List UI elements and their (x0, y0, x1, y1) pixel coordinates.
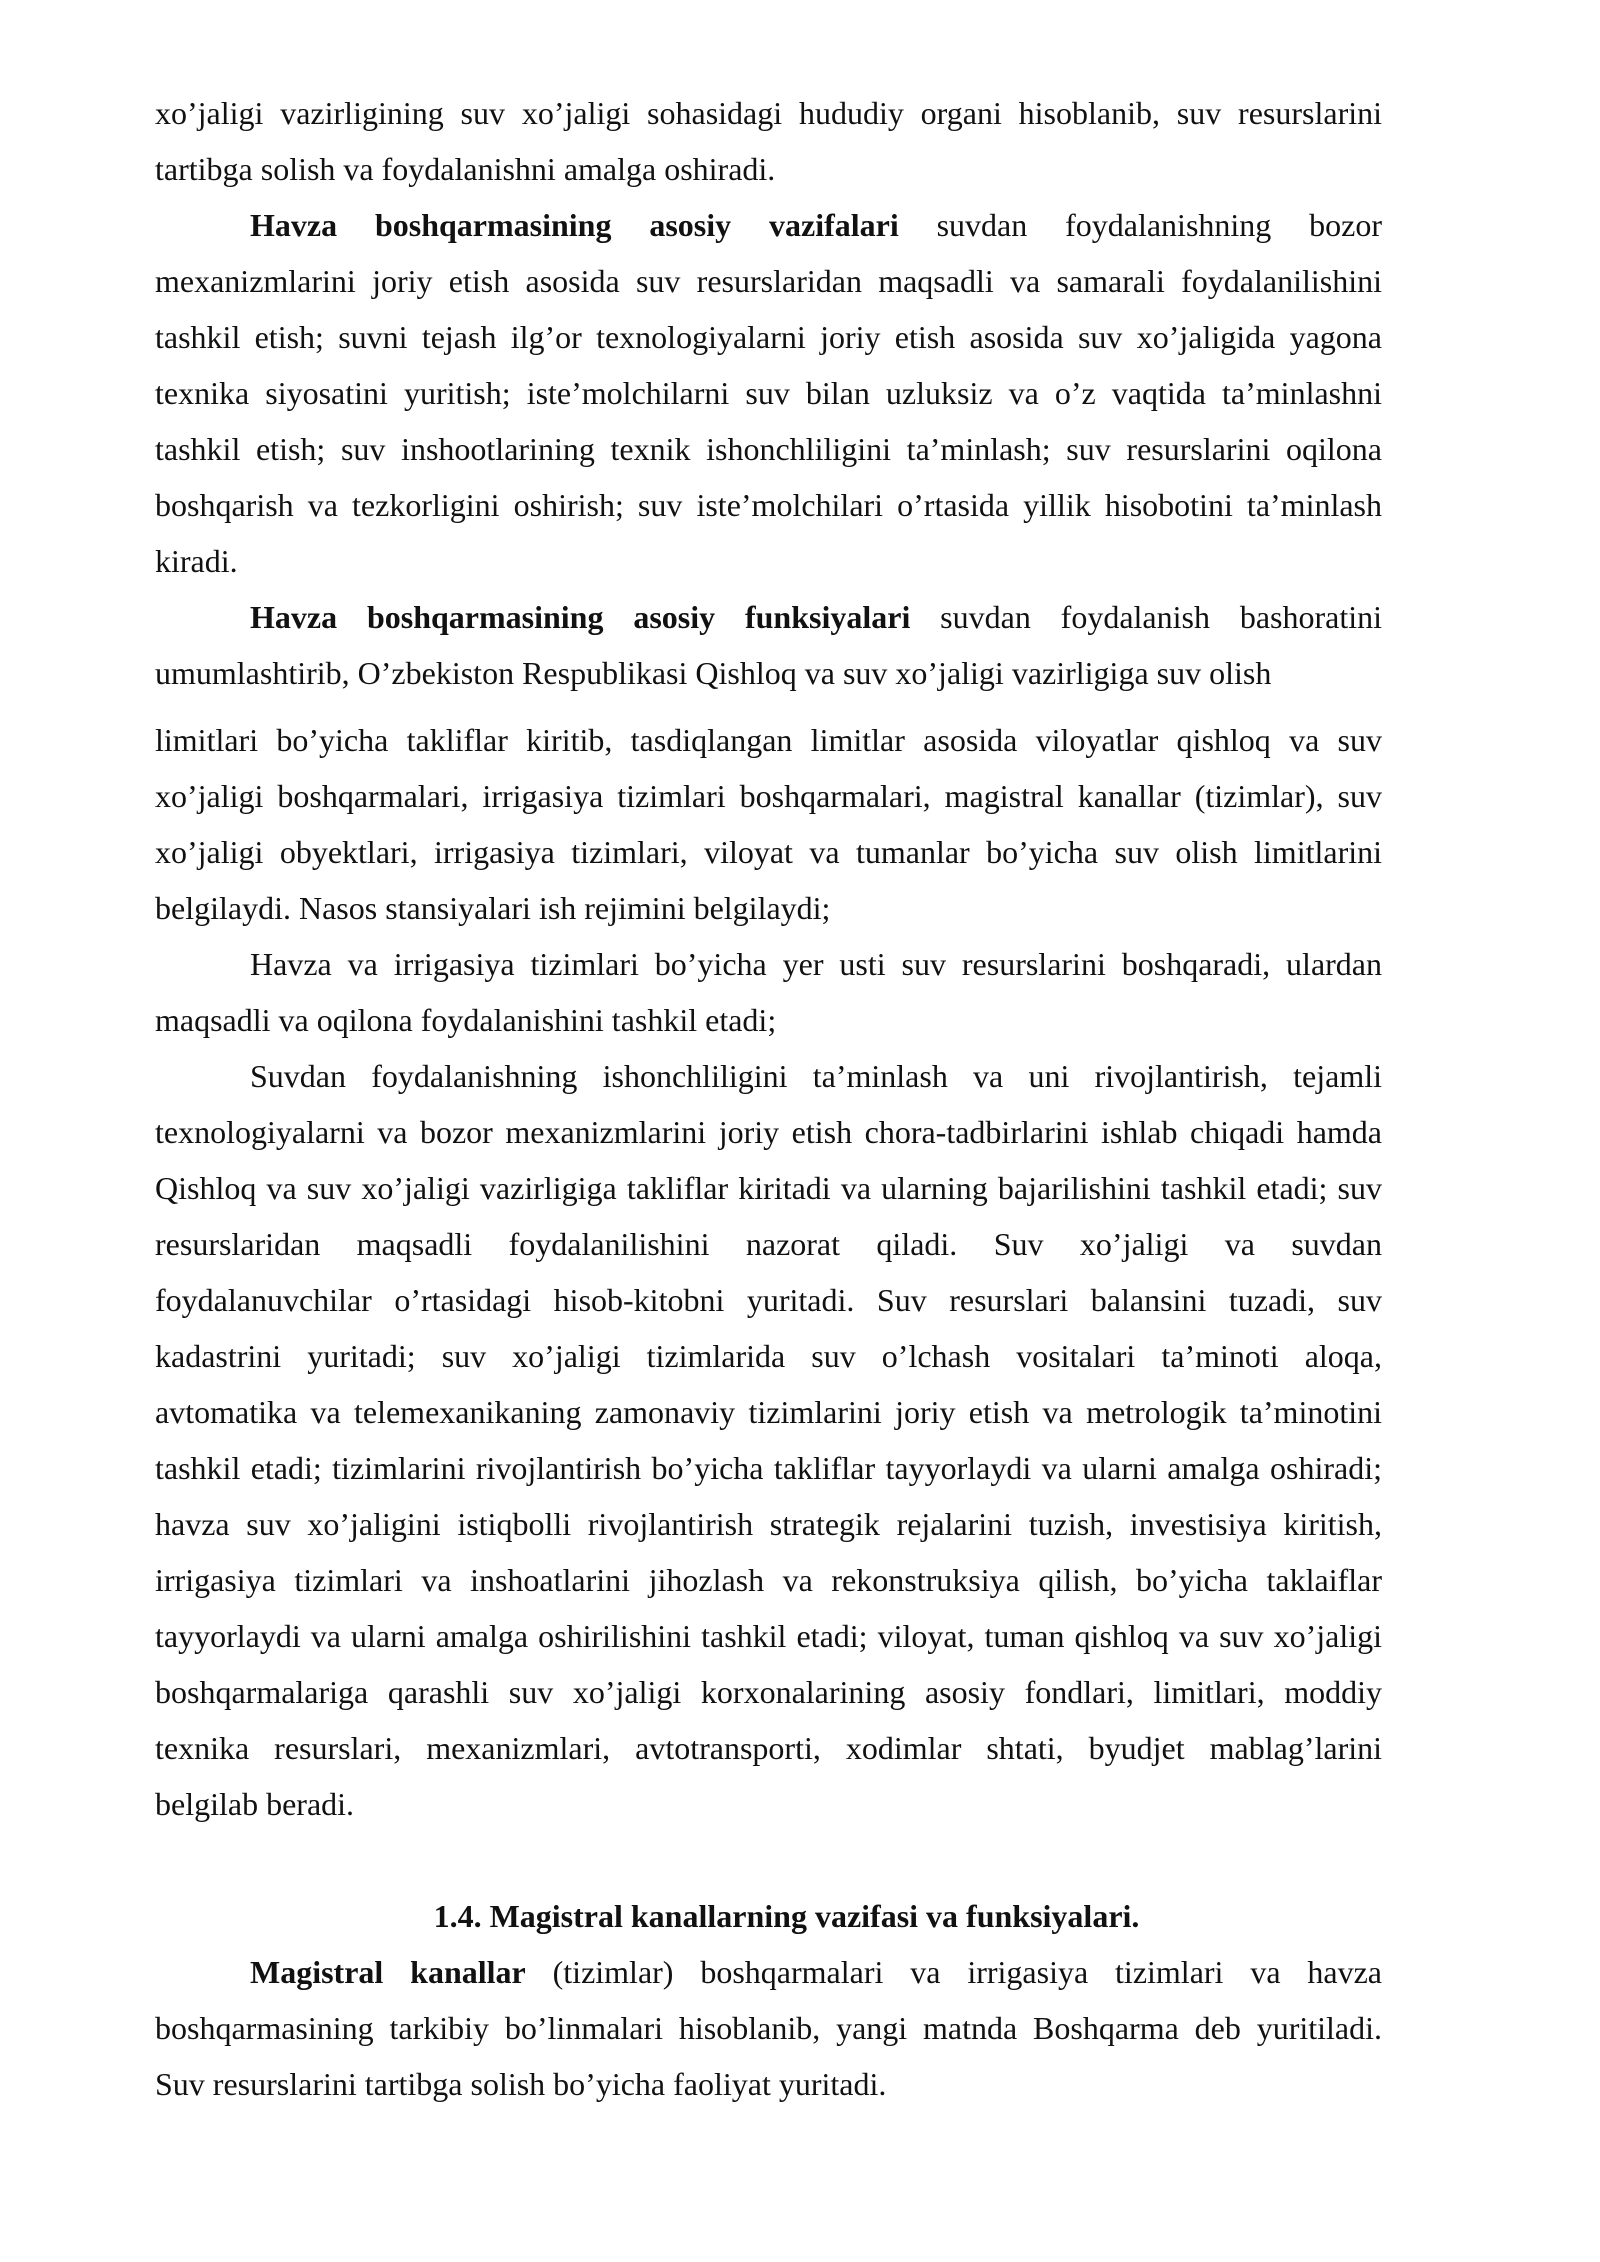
text-line: kiradi. (155, 543, 238, 579)
text-line: resurslaridan maqsadli foydalanilishini nazorat qiladi. Suv xo’jaligi va suvdan (155, 1226, 1382, 1262)
text-line: tashkil etish; suv inshootlarining texnik ishonchliligini ta’minlash; suv resurslarini oqilona (155, 431, 1382, 467)
paragraph (155, 712, 1382, 936)
text-line: irrigasiya tizimlari va inshoatlarini jihozlash va rekonstruksiya qilish, bo’yicha taklaiflar (155, 1562, 1382, 1598)
text-line: foydalanuvchilar o’rtasidagi hisob-kitobni yuritadi. Suv resurslari balansini tuzadi, suv (155, 1282, 1382, 1318)
text-line: xo’jaligi vazirligining suv xo’jaligi sohasidagi hududiy organi hisoblanib, suv resurslarini (155, 95, 1382, 131)
bold-lead: Havza boshqarmasining asosiy funksiyalari (250, 599, 911, 635)
text-line: xo’jaligi obyektlari, irrigasiya tizimlari, viloyat va tumanlar bo’yicha suv olish limitlarini (155, 834, 1382, 870)
text-line: tartibga solish va foydalanishni amalga oshiradi. (155, 151, 776, 187)
text-line: avtomatika va telemexanikaning zamonaviy tizimlarini joriy etish va metrologik ta’minotini (155, 1394, 1382, 1430)
paragraph-funksiyalari (155, 589, 1382, 701)
text-line: boshqarmasining tarkibiy bo’linmalari hisoblanib, yangi matnda Boshqarma deb yuritiladi. (155, 2010, 1382, 2046)
text-line: xo’jaligi boshqarmalari, irrigasiya tizimlari boshqarmalari, magistral kanallar (tizimlar), suv (155, 778, 1382, 814)
text-run: (tizimlar) boshqarmalari va irrigasiya tizimlari va havza (552, 1954, 1383, 1990)
text-line: umumlashtirib, O’zbekiston Respublikasi Qishloq va suv xo’jaligi vazirligiga suv olish (155, 655, 1272, 691)
text-line: tashkil etadi; tizimlarini rivojlantirish bo’yicha takliflar tayyorlaydi va ularni amalga oshiradi; (155, 1450, 1382, 1486)
text-line: texnika siyosatini yuritish; iste’molchilarni suv bilan uzluksiz va o’z vaqtida ta’minlashni (155, 375, 1382, 411)
section-heading: 1.4. Magistral kanallarning vazifasi va funksiyalari. (433, 1898, 1140, 1934)
text-line: tayyorlaydi va ularni amalga oshirilishini tashkil etadi; viloyat, tuman qishloq va suv xo’jaligi (155, 1618, 1382, 1654)
text-line: tashkil etish; suvni tejash ilg’or texnologiyalarni joriy etish asosida suv xo’jaligida yagona (155, 319, 1382, 355)
text-line: Havza va irrigasiya tizimlari bo’yicha yer usti suv resurslarini boshqaradi, ulardan (250, 946, 1382, 982)
text-run: suvdan foydalanishning bozor (936, 207, 1383, 243)
paragraph (155, 936, 1382, 1048)
bold-lead: Havza boshqarmasining asosiy vazifalari (250, 207, 899, 243)
text-run: suvdan foydalanish bashoratini (940, 599, 1382, 635)
document-page (155, 85, 1382, 2112)
text-line: kadastrini yuritadi; suv xo’jaligi tizimlarida suv o’lchash vositalari ta’minoti aloqa, (155, 1338, 1382, 1374)
text-line (155, 197, 1382, 253)
text-line: boshqarish va tezkorligini oshirish; suv iste’molchilari o’rtasida yillik hisobotini ta’minlash (155, 487, 1382, 523)
paragraph (155, 1048, 1382, 1832)
text-line: belgilab beradi. (155, 1786, 355, 1822)
text-line: boshqarmalariga qarashli suv xo’jaligi korxonalarining asosiy fondlari, limitlari, moddiy (155, 1674, 1382, 1710)
bold-lead: Magistral kanallar (250, 1954, 526, 1990)
text-line (155, 589, 1382, 645)
paragraph-vazifalari (155, 197, 1382, 589)
text-line: Suv resurslarini tartibga solish bo’yicha faoliyat yuritadi. (155, 2066, 887, 2102)
text-line: belgilaydi. Nasos stansiyalari ish rejimini belgilaydi; (155, 890, 831, 926)
text-line: Qishloq va suv xo’jaligi vazirligiga takliflar kiritadi va ularning bajarilishini tashkil etadi; suv (155, 1170, 1382, 1206)
text-line: texnologiyalarni va bozor mexanizmlarini joriy etish chora-tadbirlarini ishlab chiqadi hamda (155, 1114, 1382, 1150)
paragraph (155, 85, 1382, 197)
text-line: limitlari bo’yicha takliflar kiritib, tasdiqlangan limitlar asosida viloyatlar qishloq va suv (155, 722, 1382, 758)
text-line (155, 1944, 1382, 2000)
text-line: maqsadli va oqilona foydalanishini tashkil etadi; (155, 1002, 777, 1038)
paragraph-magistral-kanallar (155, 1944, 1382, 2112)
text-line: Suvdan foydalanishning ishonchliligini ta’minlash va uni rivojlantirish, tejamli (250, 1058, 1382, 1094)
text-line: mexanizmlarini joriy etish asosida suv resurslaridan maqsadli va samarali foydalanilishini (155, 263, 1382, 299)
text-line: havza suv xo’jaligini istiqbolli rivojlantirish strategik rejalarini tuzish, investisiya kiritish, (155, 1506, 1382, 1542)
text-line: texnika resurslari, mexanizmlari, avtotransporti, xodimlar shtati, byudjet mablag’larini (155, 1730, 1382, 1766)
